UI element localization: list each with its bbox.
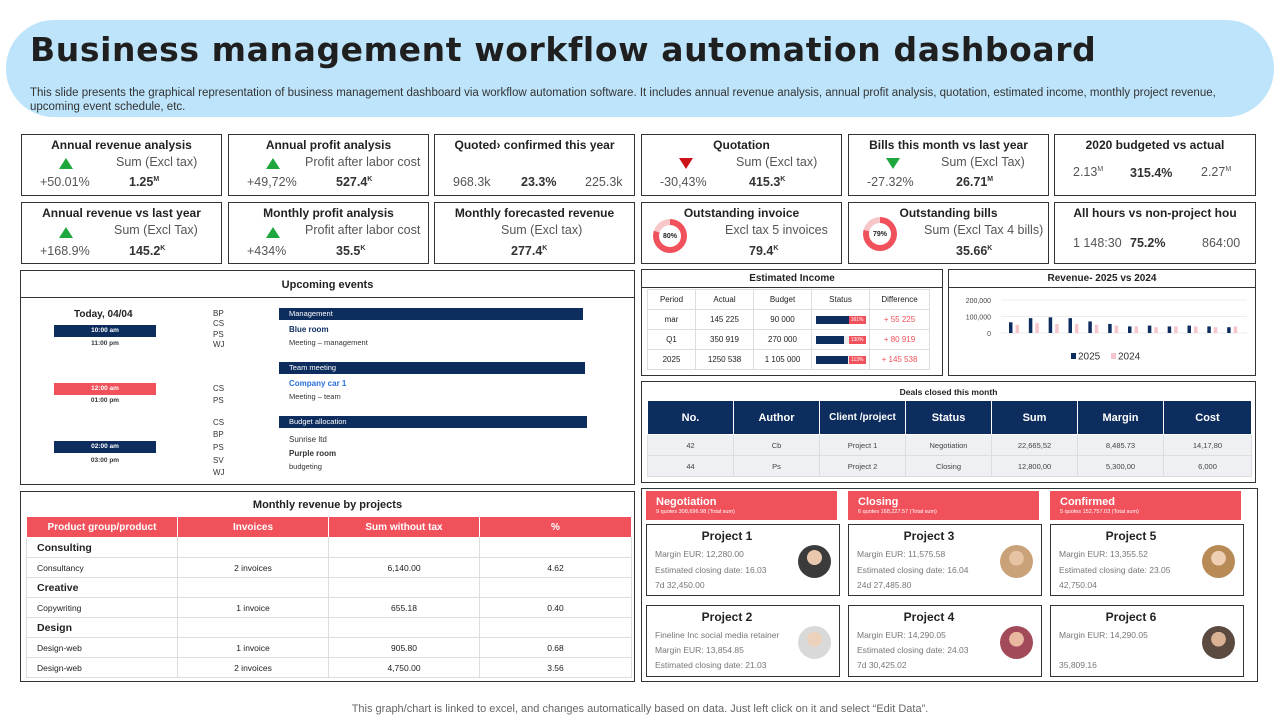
project-name: Project 6: [1105, 610, 1157, 624]
kpi-title: Monthly profit analysis: [263, 206, 394, 220]
page-title: Business management workflow automation dashboard: [30, 30, 1097, 69]
status-bar: [816, 316, 852, 324]
status-pill: 161%: [850, 316, 864, 323]
kpi-outstanding-invoice[interactable]: [641, 202, 842, 264]
time-slot-start[interactable]: 12:00 am: [54, 383, 156, 395]
attendee: WJ: [213, 468, 225, 477]
page-description: This slide presents the graphical representation of business management dashboard via workflow automation software. It includes annual revenue analysis, annual profit analysis, quotation, estimated income, monthly project revenue, upcoming event schedule, etc.: [30, 87, 1216, 113]
bar-2024-7: [1135, 326, 1139, 333]
bar-2025-6: [1108, 324, 1112, 333]
cell: 4,750.00: [329, 658, 480, 678]
cell: 655.18: [329, 598, 480, 618]
kpi-title: Bills this month vs last year: [869, 138, 1028, 152]
cell: + 55 225: [870, 310, 930, 330]
kpi-outstanding-bills[interactable]: [848, 202, 1049, 264]
bar-2025-10: [1188, 326, 1192, 333]
bar-2024-9: [1174, 326, 1178, 333]
status-cell: [812, 310, 870, 330]
cell: + 145 538: [870, 350, 930, 370]
pipeline-panel: [641, 488, 1258, 682]
table-row[interactable]: [27, 598, 632, 618]
kpi-value: $527.4^K$: [336, 175, 373, 189]
col-header: Period: [648, 290, 696, 310]
event-category-bar[interactable]: Team meeting: [279, 362, 585, 374]
legend-label: 2024: [1118, 351, 1141, 363]
y-tick-label: 200,000: [965, 298, 991, 305]
kpi-label: Profit after labor cost: [305, 155, 421, 169]
kpi-annual-profit[interactable]: [228, 134, 429, 196]
event-place: Blue room: [289, 325, 329, 334]
revenue-bar-chart[interactable]: [949, 288, 1255, 376]
project-line: Margin EUR: 11,575.58: [857, 549, 946, 559]
cell: 3.56: [480, 658, 632, 678]
col-header: No.: [648, 401, 734, 435]
group-name: Creative: [27, 578, 178, 598]
kpi-title: Annual revenue vs last year: [42, 206, 201, 220]
kpi-label: Sum (Excl Tax 4 bills): [924, 223, 1044, 237]
y-tick-label: 0: [987, 331, 991, 338]
kpi-value: $26.71^M$: [956, 175, 994, 189]
bar-2024-4: [1075, 324, 1079, 333]
project-line: 24d 27,485.80: [857, 580, 912, 590]
kpi-right: $2.27^M$: [1201, 165, 1232, 179]
cell: Ps: [734, 456, 820, 477]
kpi-value: 23.3%: [521, 175, 557, 189]
today-label: Today, 04/04: [74, 309, 133, 320]
cell: 90 000: [754, 310, 812, 330]
kpi-annual-revenue[interactable]: [21, 134, 222, 196]
attendee: BP: [213, 430, 224, 439]
status-pill: 113%: [851, 356, 864, 363]
kpi-title: Annual profit analysis: [265, 138, 392, 152]
cell: Q1: [648, 330, 696, 350]
group-name: Design: [27, 618, 178, 638]
table-row[interactable]: [648, 435, 1252, 456]
cell: + 80 919: [870, 330, 930, 350]
bar-2024-11: [1214, 327, 1218, 333]
cell: 5,300,00: [1078, 456, 1164, 477]
status-pill: 130%: [850, 336, 864, 343]
event-org: Sunrise ltd: [289, 435, 327, 444]
cell: 1 invoice: [178, 638, 329, 658]
upcoming-events-panel: [20, 270, 635, 485]
y-tick-label: 100,000: [965, 314, 991, 322]
cell: 2 invoices: [178, 658, 329, 678]
kpi-label: Sum (Excl Tax): [941, 155, 1025, 169]
group-row: [27, 578, 632, 598]
table-row[interactable]: [648, 350, 930, 370]
cell: 1250 538: [696, 350, 754, 370]
table-row[interactable]: [27, 638, 632, 658]
trend-up-icon: [266, 227, 280, 238]
kpi-left: 1 148:30: [1073, 236, 1122, 250]
col-header: Sum: [992, 401, 1078, 435]
project-line: 7d 32,450.00: [655, 580, 705, 590]
pipeline-col-name: Negotiation: [656, 496, 717, 508]
bar-2024-8: [1154, 327, 1158, 333]
event-desc: Meeting – management: [289, 338, 368, 347]
project-line: Margin EUR: 12,280.00: [655, 549, 744, 559]
project-card[interactable]: [1050, 524, 1244, 596]
group-row: [27, 538, 632, 558]
attendee: WJ: [213, 340, 225, 349]
avatar: [1000, 626, 1033, 659]
table-row[interactable]: [27, 558, 632, 578]
kpi-bills-month[interactable]: [848, 134, 1049, 196]
cell: 42: [648, 435, 734, 456]
avatar: [1202, 545, 1235, 578]
cell: 270 000: [754, 330, 812, 350]
project-line: Estimated closing date: 21.03: [655, 660, 767, 670]
cell: 6,140.00: [329, 558, 480, 578]
col-header: Margin: [1078, 401, 1164, 435]
donut-label: 80%: [659, 225, 681, 247]
status-cell: [812, 330, 870, 350]
col-header: %: [480, 517, 632, 538]
bar-2025-1: [1009, 322, 1013, 333]
kpi-label: Sum (Excl tax): [116, 155, 198, 169]
pipeline-col-sum: 9 quotes 308,696.98 (Total sum): [656, 509, 735, 515]
kpi-value: $35.66^K$: [956, 244, 993, 258]
cell: Project 1: [820, 435, 906, 456]
trend-up-icon: [266, 158, 280, 169]
project-card[interactable]: [848, 524, 1042, 596]
kpi-title: Outstanding invoice: [683, 206, 800, 220]
kpi-change: +168.9%: [40, 244, 90, 258]
kpi-value: $145.2^K$: [129, 244, 166, 258]
kpi-budget-2020[interactable]: [1054, 134, 1256, 196]
kpi-all-hours[interactable]: [1054, 202, 1256, 264]
revenue-chart-panel: [948, 269, 1256, 376]
attendee: CS: [213, 384, 225, 393]
kpi-title: Outstanding bills: [899, 206, 998, 220]
col-header: Difference: [870, 290, 930, 310]
kpi-title: 2020 budgeted vs actual: [1085, 138, 1225, 152]
table-row[interactable]: [648, 330, 930, 350]
panel-title: Estimated Income: [749, 273, 835, 284]
cell: 22,665,52: [992, 435, 1078, 456]
bar-2025-9: [1168, 326, 1172, 333]
chart-title: Revenue- 2025 vs 2024: [1047, 273, 1157, 284]
avatar: [1202, 626, 1235, 659]
kpi-title: Monthly forecasted revenue: [454, 206, 615, 220]
event-category-bar[interactable]: Budget allocation: [279, 416, 587, 428]
time-slot-end: 03:00 pm: [90, 457, 120, 464]
attendee: PS: [213, 330, 224, 339]
kpi-value: 75.2%: [1130, 236, 1166, 250]
cell: 350 919: [696, 330, 754, 350]
cell: Design-web: [27, 658, 178, 678]
cell: Closing: [906, 456, 992, 477]
project-line: Margin EUR: 13,355.52: [1059, 549, 1148, 559]
attendee: BP: [213, 309, 224, 318]
legend-swatch: [1071, 353, 1076, 359]
kpi-label: Sum (Excl tax): [736, 155, 818, 169]
deals-table: [647, 400, 1252, 477]
kpi-right: 864:00: [1202, 236, 1241, 250]
col-header: Product group/product: [27, 517, 178, 538]
kpi-value: $277.4^K$: [511, 244, 548, 258]
col-header: Actual: [696, 290, 754, 310]
kpi-change: +50.01%: [40, 175, 90, 189]
cell: 0.68: [480, 638, 632, 658]
panel-title: Monthly revenue by projects: [252, 499, 403, 511]
bar-2024-5: [1095, 325, 1099, 333]
bar-2024-6: [1115, 326, 1119, 333]
cell: Negotiation: [906, 435, 992, 456]
project-line: Margin EUR: 13,854.85: [655, 645, 744, 655]
kpi-change: -30,43%: [660, 175, 707, 189]
project-line: Estimated closing date: 16.04: [857, 565, 969, 575]
cell: 145 225: [696, 310, 754, 330]
group-row: [27, 618, 632, 638]
pipeline-col-sum: 5 quotes 152,757.03 (Total sum): [1060, 509, 1139, 515]
trend-up-icon: [59, 227, 73, 238]
cell: 12,800,00: [992, 456, 1078, 477]
attendee: PS: [213, 396, 224, 405]
kpi-left: $2.13^M$: [1073, 165, 1104, 179]
pipeline-col-name: Closing: [858, 496, 899, 508]
group-name: Consulting: [27, 538, 178, 558]
donut-label: 79%: [869, 223, 891, 245]
event-place: Company car 1: [289, 379, 347, 388]
bar-2025-2: [1029, 318, 1033, 333]
bar-2024-2: [1035, 323, 1039, 333]
project-card[interactable]: [646, 605, 840, 677]
kpi-title: Quotation: [713, 138, 770, 152]
bar-2025-5: [1088, 321, 1092, 333]
donut-chart-invoice: [653, 219, 687, 253]
kpi-value: $1.25^M$: [129, 175, 160, 189]
legend-swatch: [1111, 353, 1116, 359]
kpi-annual-rev-vs-last[interactable]: [21, 202, 222, 264]
status-bar: [816, 336, 845, 344]
col-header: Status: [812, 290, 870, 310]
avatar: [798, 626, 831, 659]
kpi-title: Annual revenue analysis: [51, 138, 192, 152]
kpi-quoted-confirmed[interactable]: [434, 134, 635, 196]
project-line: Estimated closing date: 24.03: [857, 645, 969, 655]
project-line: Estimated closing date: 16.03: [655, 565, 767, 575]
col-header: Sum without tax: [329, 517, 480, 538]
cell: Consultancy: [27, 558, 178, 578]
bar-2025-12: [1227, 327, 1231, 333]
kpi-monthly-forecast[interactable]: [434, 202, 635, 264]
pipeline-col-name: Confirmed: [1060, 496, 1115, 508]
col-header: Author: [734, 401, 820, 435]
bar-2024-1: [1016, 325, 1020, 333]
project-card[interactable]: [1050, 605, 1244, 677]
bar-2025-8: [1148, 326, 1152, 333]
estimated-income-table: [647, 289, 930, 370]
table-row[interactable]: [648, 310, 930, 330]
project-name: Project 3: [903, 529, 955, 543]
time-slot-start[interactable]: 10:00 am: [54, 325, 156, 337]
col-header: Budget: [754, 290, 812, 310]
bar-2025-3: [1049, 317, 1053, 333]
cell: Cb: [734, 435, 820, 456]
cell: 905.80: [329, 638, 480, 658]
kpi-value: 315.4%: [1130, 166, 1173, 180]
attendee: CS: [213, 418, 225, 427]
kpi-change: +434%: [247, 244, 287, 258]
cell: 1 105 000: [754, 350, 812, 370]
time-slot-start[interactable]: 02:00 am: [54, 441, 156, 453]
bar-2025-11: [1207, 326, 1211, 333]
kpi-right: 225.3k: [585, 175, 623, 189]
kpi-change: +49,72%: [247, 175, 297, 189]
cell: 0.40: [480, 598, 632, 618]
project-card[interactable]: [848, 605, 1042, 677]
kpi-label: Sum (Excl tax): [501, 223, 583, 237]
trend-down-icon: [886, 158, 900, 169]
time-slot-end: 01:00 pm: [90, 397, 120, 404]
estimated-income-panel: [641, 269, 943, 376]
cell: 44: [648, 456, 734, 477]
attendee: CS: [213, 319, 225, 328]
event-desc: Meeting – team: [289, 392, 341, 401]
event-desc: budgeting: [289, 462, 322, 471]
trend-up-icon: [59, 158, 73, 169]
col-header: Status: [906, 401, 992, 435]
project-line: 7d 30,425.02: [857, 660, 907, 670]
cell: 2 invoices: [178, 558, 329, 578]
col-header: Client /project: [820, 401, 906, 435]
kpi-label: Profit after labor cost: [305, 223, 421, 237]
project-name: Project 4: [903, 610, 955, 624]
cell: Design-web: [27, 638, 178, 658]
bar-2024-3: [1055, 324, 1059, 333]
avatar: [1000, 545, 1033, 578]
monthly-revenue-panel: [20, 491, 635, 682]
kpi-change: -27.32%: [867, 175, 914, 189]
cell: 1 invoice: [178, 598, 329, 618]
deals-closed-panel: [641, 381, 1256, 483]
bar-2024-10: [1194, 326, 1198, 333]
legend-label: 2025: [1078, 351, 1101, 363]
project-line: Margin EUR: 14,290.05: [857, 630, 946, 640]
avatar: [798, 545, 831, 578]
pipeline-col-confirmed[interactable]: [1050, 491, 1241, 520]
project-line: Fineline Inc social media retainer: [655, 630, 780, 640]
col-header: Invoices: [178, 517, 329, 538]
project-line: 35,809.16: [1059, 660, 1097, 670]
table-row[interactable]: [648, 456, 1252, 477]
trend-down-icon: [679, 158, 693, 169]
panel-title: Deals closed this month: [899, 387, 998, 397]
donut-chart-bills: [863, 217, 897, 251]
cell: 2025: [648, 350, 696, 370]
cell: Copywriting: [27, 598, 178, 618]
cell: 6,000: [1164, 456, 1252, 477]
kpi-monthly-profit[interactable]: [228, 202, 429, 264]
project-line: Margin EUR: 14,290.05: [1059, 630, 1148, 640]
cell: 8,485.73: [1078, 435, 1164, 456]
col-header: Cost: [1164, 401, 1252, 435]
bar-2025-7: [1128, 326, 1132, 333]
bar-2025-4: [1069, 318, 1073, 333]
kpi-title: Quoted› confirmed this year: [454, 138, 615, 152]
kpi-title: All hours vs non-project hou: [1073, 206, 1237, 220]
kpi-value: $35.5^K$: [336, 244, 366, 258]
project-name: Project 5: [1105, 529, 1157, 543]
kpi-label: Excl tax 5 invoices: [725, 223, 828, 237]
project-line: 42,750.04: [1059, 580, 1097, 590]
kpi-value: $79.4^K$: [749, 244, 779, 258]
panel-title: Upcoming events: [281, 279, 374, 291]
kpi-left: 968.3k: [453, 175, 491, 189]
bar-2024-12: [1234, 326, 1238, 333]
event-place: Purple room: [289, 449, 337, 458]
kpi-value: $415.3^K$: [749, 175, 786, 189]
kpi-quotation[interactable]: [641, 134, 842, 196]
attendee: PS: [213, 443, 224, 452]
pipeline-col-closing[interactable]: [848, 491, 1039, 520]
project-card[interactable]: [646, 524, 840, 596]
table-row[interactable]: [27, 658, 632, 678]
pipeline-col-sum: 6 quotes 168,227.57 (Total sum): [858, 509, 937, 515]
cell: 4.62: [480, 558, 632, 578]
pipeline-col-negotiation[interactable]: [646, 491, 837, 520]
status-cell: [812, 350, 870, 370]
project-name: Project 1: [701, 529, 753, 543]
cell: 14,17,80: [1164, 435, 1252, 456]
footer-note: This graph/chart is linked to excel, and changes automatically based on data. Just left click on it and select “Edit Data”.: [351, 703, 929, 715]
time-slot-end: 11:00 pm: [91, 340, 119, 347]
cell: Project 2: [820, 456, 906, 477]
project-name: Project 2: [701, 610, 753, 624]
status-bar: [816, 356, 848, 364]
event-category-bar[interactable]: Management: [279, 308, 583, 320]
project-line: Estimated closing date: 23.05: [1059, 565, 1171, 575]
attendee: SV: [213, 456, 224, 465]
monthly-revenue-table: [26, 516, 632, 678]
cell: mar: [648, 310, 696, 330]
kpi-label: Sum (Excl Tax): [114, 223, 198, 237]
